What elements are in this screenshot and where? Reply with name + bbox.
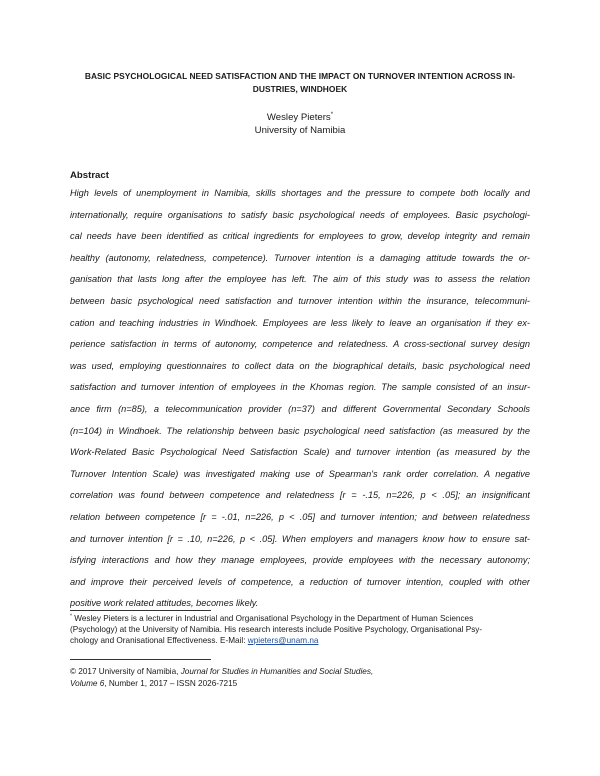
abstract-line: correlation was found between competence and relatedness [r = -.15, n=226, p < .05]; an insignificant — [70, 490, 530, 501]
abstract-line: cal needs have been identified as critical ingredients for employees to grow, develop integrity and remain — [70, 231, 530, 242]
abstract-heading: Abstract — [70, 170, 109, 181]
copyright-line-2 — [70, 678, 530, 689]
abstract-line: and improve their perceived levels of competence, a reduction of turnover intention, coupled with other — [70, 576, 530, 587]
footnote-line-3-text: chology and Oranisational Effectiveness. E-Mail: — [70, 636, 248, 645]
abstract-line: isfying interactions and how they manage employees, provide employees with the necessary autonomy; — [70, 555, 530, 566]
abstract-line: positive work related attitudes, becomes likely. — [70, 598, 259, 609]
footnote-separator — [70, 610, 211, 611]
abstract-line: perience satisfaction in terms of autonomy, competence and relatedness. A cross-sectional survey design — [70, 339, 530, 350]
paper-title — [70, 70, 530, 96]
author-footnote-mark: * — [330, 111, 334, 118]
abstract-line: ganisation that lasts long after the employee has left. The aim of this study was to assess the relation — [70, 274, 530, 285]
volume-label: Volume 6 — [70, 679, 105, 688]
author-affiliation: University of Namibia — [254, 125, 346, 136]
copyright-separator — [70, 659, 211, 660]
abstract-line: internationally, require organisations to satisfy basic psychological needs of employees. Basic psychologi- — [70, 209, 530, 220]
abstract-line: cation and teaching industries in Windhoek. Employees are less likely to leave an organisation if they ex- — [70, 317, 530, 328]
footnote-line-1 — [70, 613, 530, 624]
paper-title-line-1: BASIC PSYCHOLOGICAL NEED SATISFACTION AND THE IMPACT ON TURNOVER INTENTION ACROSS IN- — [84, 71, 516, 81]
abstract-line: was used, employing questionnaires to collect data on the biographical details, basic psychological need — [70, 360, 530, 371]
abstract-line: between basic psychological need satisfaction and turnover intention within the insurance, telecommuni- — [70, 296, 530, 306]
abstract-line: relation between competence [r = -.01, n=226, p < .05] and turnover intention; and between relatedness — [70, 512, 530, 522]
paper-title-line-2: DUSTRIES, WINDHOEK — [252, 84, 348, 94]
abstract-line: satisfaction and turnover intention of employees in the Khomas region. The sample consisted of an insur- — [70, 382, 530, 393]
author-name-text: Wesley Pieters — [266, 112, 331, 123]
copyright-line-1 — [70, 666, 530, 677]
abstract-line: Work-Related Basic Psychological Need Satisfaction Scale) and turnover intention (as measured by the — [70, 447, 530, 458]
abstract-line: healthy (autonomy, relatedness, competence). Turnover intention is a damaging attitude towards the or- — [70, 252, 530, 263]
abstract-line: (n=104) in Windhoek. The relationship between basic psychological need satisfaction (as measured by the — [70, 425, 530, 436]
author-name — [0, 111, 600, 124]
abstract-line: High levels of unemployment in Namibia, skills shortages and the pressure to compete both locally and — [70, 188, 530, 198]
footnote-line-2: (Psychology) at the University of Namibia. His research interests include Positive Psychology, Organisational Psy- — [70, 625, 483, 634]
author-email-link[interactable]: wpieters@unam.na — [247, 636, 319, 645]
abstract-line: Turnover Intention Scale) was investigated making use of Spearman's rank order correlation. A negative — [70, 468, 530, 479]
journal-name: Journal for Studies in Humanities and Social Studies, — [180, 667, 374, 676]
abstract-line: and turnover intention [r = .10, n=226, p < .05]. When employers and managers know how to ensure sat- — [70, 533, 530, 544]
abstract-line: ance firm (n=85), a telecommunication provider (n=37) and different Governmental Secondary Schools — [70, 404, 530, 414]
footnote-line-3 — [70, 635, 530, 646]
footnote-mark: * — [70, 613, 72, 620]
copyright-prefix: © 2017 University of Namibia, — [70, 667, 181, 676]
issue-issn: , Number 1, 2017 – ISSN 2026-7215 — [104, 679, 238, 688]
footnote-line-1-text: Wesley Pieters is a lecturer in Industrial and Organisational Psychology in the Department of Human Sciences — [74, 614, 474, 623]
